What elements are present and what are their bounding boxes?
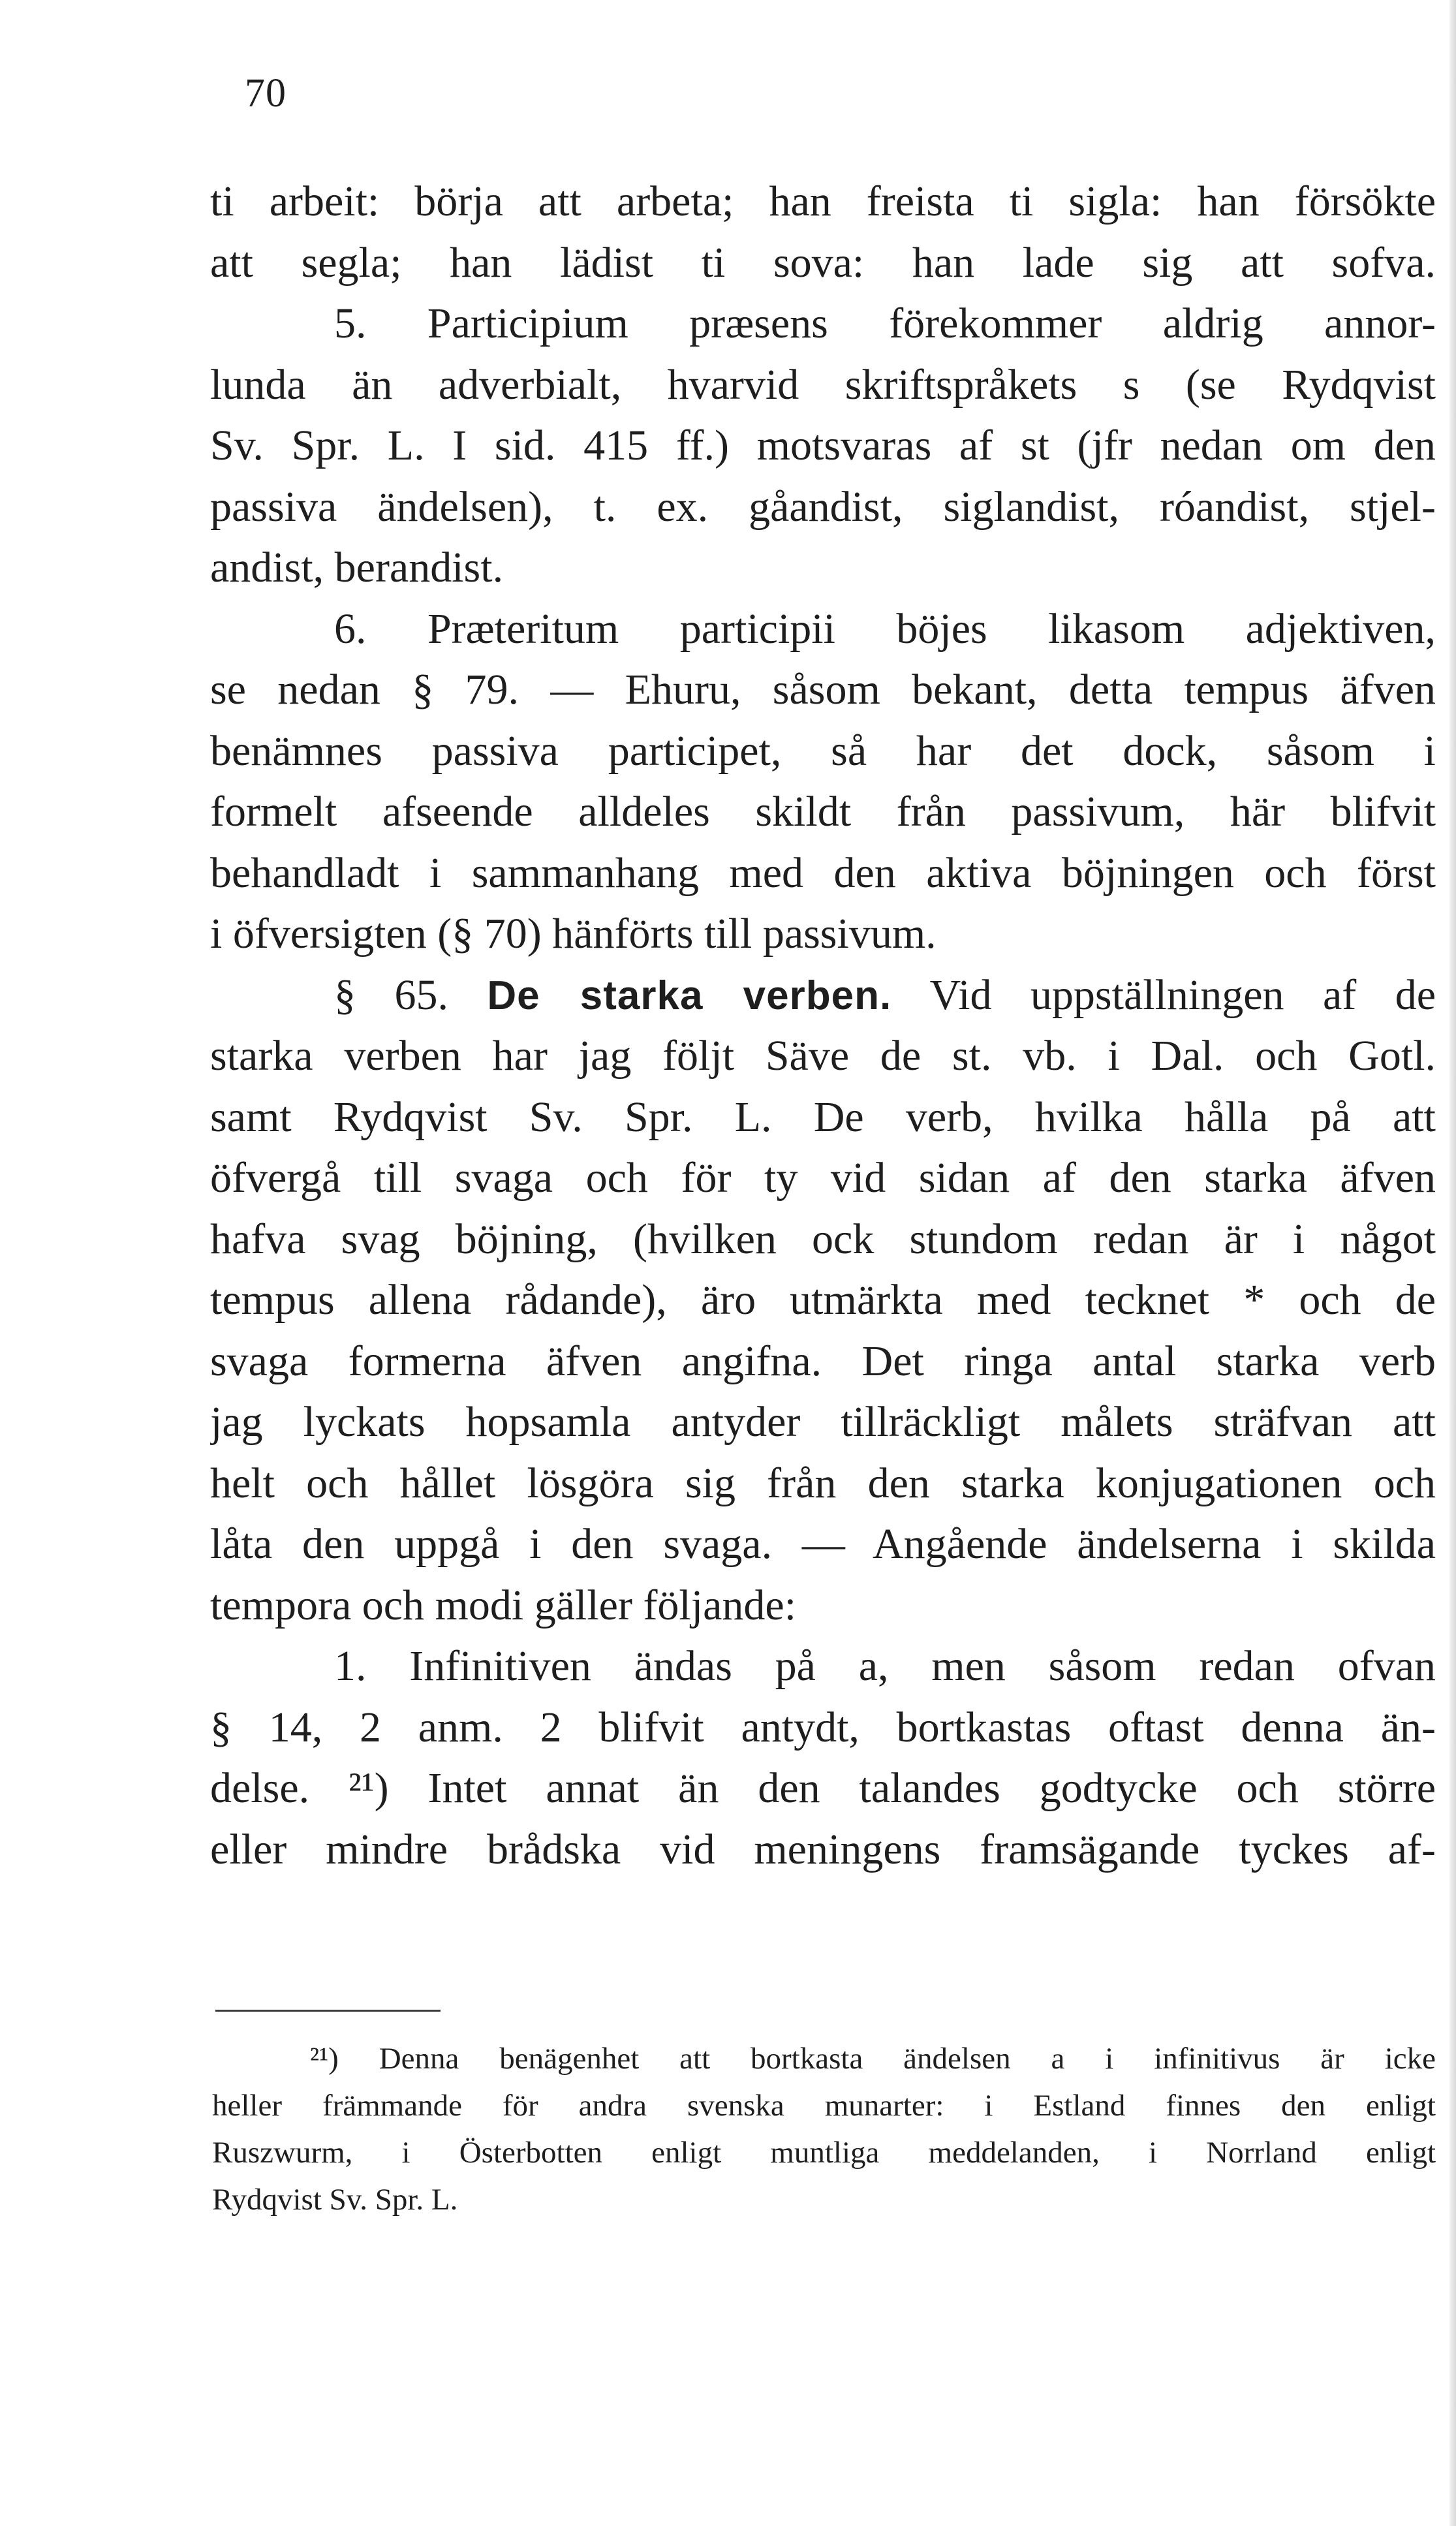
page-number: 70: [245, 71, 287, 116]
footnote-line: ²¹) Denna benägenhet att bortkasta ändelsen a i infinitivus är icke: [310, 2042, 1436, 2076]
text-line: 6. Præteritum participii böjes likasom adjektiven,: [334, 604, 1436, 653]
text-line: andist, berandist.: [210, 544, 504, 591]
text-line: lunda än adverbialt, hvarvid skriftspråkets s (se Rydqvist: [210, 360, 1436, 409]
text-line: starka verben har jag följt Säve de st. vb. i Dal. och Gotl.: [210, 1032, 1436, 1080]
text-line: 5. Participium præsens förekommer aldrig annor-: [334, 300, 1436, 347]
footnote-line: heller främmande för andra svenska munarter: i Estland finnes den enligt: [212, 2089, 1436, 2123]
text-line: delse. ²¹) Intet annat än den talandes godtycke och större: [210, 1764, 1436, 1812]
text-line-tail: Vid uppställningen af de: [929, 971, 1436, 1019]
text-line: eller mindre brådska vid meningens framsägande tyckes af-: [210, 1825, 1436, 1873]
page-edge-shadow: [1449, 0, 1456, 2526]
text-line: öfvergå till svaga och för ty vid sidan af den starka äfven: [210, 1154, 1436, 1202]
text-line: samt Rydqvist Sv. Spr. L. De verb, hvilka hålla på att: [210, 1093, 1436, 1141]
section-heading-line: [210, 965, 1436, 1026]
footnote-line: Ruszwurm, i Österbotten enligt muntliga meddelanden, i Norrland enligt: [212, 2136, 1436, 2170]
text-line: i öfversigten (§ 70) hänförts till passivum.: [210, 910, 937, 958]
footnote-line: Rydqvist Sv. Spr. L.: [212, 2183, 458, 2217]
text-line: § 14, 2 anm. 2 blifvit antydt, bortkastas oftast denna än-: [210, 1703, 1436, 1751]
main-text: [210, 171, 1436, 1880]
text-line: hafva svag böjning, (hvilken ock stundom redan är i något: [210, 1215, 1436, 1263]
text-line: formelt afseende alldeles skildt från passivum, här blifvit: [210, 788, 1436, 835]
text-line: tempus allena rådande), äro utmärkta med tecknet * och de: [210, 1276, 1436, 1324]
text-line: ti arbeit: börja att arbeta; han freista ti sigla: han försökte: [210, 178, 1436, 225]
text-line: låta den uppgå i den svaga. — Angående ändelserna i skilda: [210, 1520, 1436, 1568]
text-line: att segla; han lädist ti sova: han lade sig att sofva.: [210, 238, 1436, 287]
text-line: helt och hållet lösgöra sig från den starka konjugationen och: [210, 1459, 1436, 1507]
text-line: passiva ändelsen), t. ex. gåandist, siglandist, róandist, stjel-: [210, 482, 1436, 531]
text-line: svaga formerna äfven angifna. Det ringa antal starka verb: [210, 1337, 1436, 1385]
text-line: behandladt i sammanhang med den aktiva böjningen och först: [210, 849, 1436, 897]
text-line: benämnes passiva participet, så har det dock, såsom i: [210, 726, 1436, 775]
section-title: De starka verben.: [487, 973, 892, 1018]
text-line: Sv. Spr. L. I sid. 415 ff.) motsvaras af st (jfr nedan om den: [210, 422, 1436, 469]
footnote-divider: [215, 2010, 441, 2012]
text-line: jag lyckats hopsamla antyder tillräckligt målets sträfvan att: [210, 1398, 1436, 1446]
section-number: § 65.: [334, 971, 448, 1019]
text-line: tempora och modi gäller följande:: [210, 1581, 797, 1629]
text-line: 1. Infinitiven ändas på a, men såsom redan ofvan: [334, 1642, 1436, 1690]
text-line: se nedan § 79. — Ehuru, såsom bekant, detta tempus äfven: [210, 666, 1436, 713]
footnotes: [212, 2035, 1436, 2223]
